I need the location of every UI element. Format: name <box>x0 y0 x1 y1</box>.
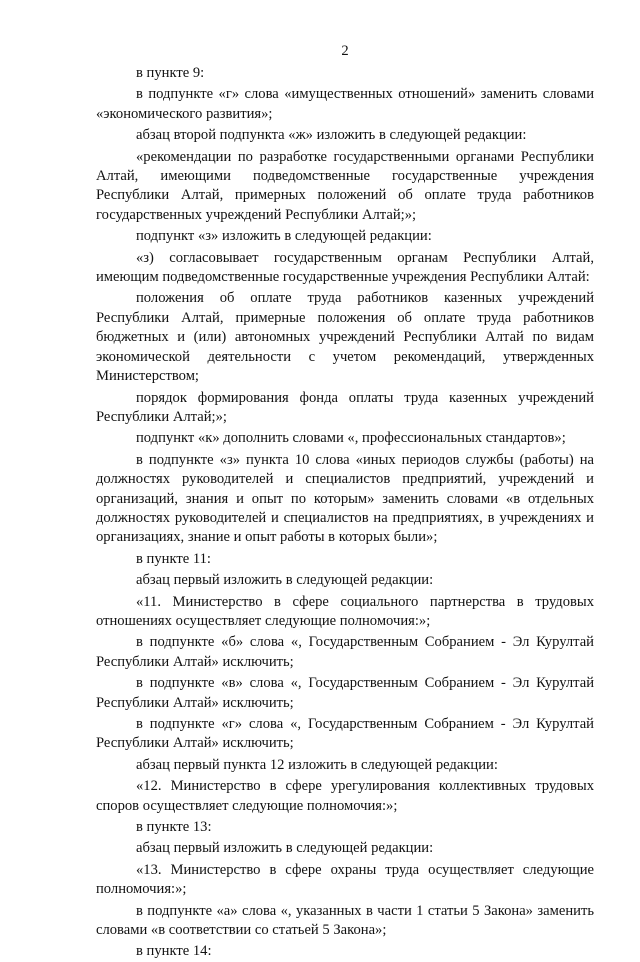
paragraph: «з) согласовывает государственным органам Республики Алтай, имеющим подведомственные государственные учреждения Республики Алтай: <box>96 249 594 286</box>
paragraph: «11. Министерство в сфере социального партнерства в трудовых отношениях осуществляет следующие полномочия:»; <box>96 593 594 629</box>
paragraph: в подпункте «в» слова «, Государственным Собранием - Эл Курултай Республики Алтай» исключить; <box>96 675 594 711</box>
paragraph: «рекомендации по разработке государственными органами Республики Алтай, имеющими подведомственные государственные учреждения Республики Алтай, примерных положений об оплате труда работников государственных учреждений Республики Алтай;»; <box>96 148 594 223</box>
paragraph: «12. Министерство в сфере урегулирования коллективных трудовых споров осуществляет следующие полномочия:»; <box>96 778 594 814</box>
paragraph: в пункте 9: <box>136 65 205 81</box>
paragraph: в подпункте «г» слова «имущественных отношений» заменить словами «экономического развития»; <box>96 86 594 122</box>
paragraph: абзац первый изложить в следующей редакции: <box>136 840 434 857</box>
paragraph: абзац второй подпункта «ж» изложить в следующей редакции: <box>136 127 527 144</box>
paragraph: в подпункте «з» пункта 10 слова «иных периодов службы (работы) на должностях руководителей и специалистов предприятий, учреждений и организаций, знания и опыт по которым» заменить словами «в отдельных должностях руководителей и специалистов на предприятиях, в учреждениях и организациях, знание и опыт работы в которых были»; <box>96 451 594 546</box>
paragraph: порядок формирования фонда оплаты труда казенных учреждений Республики Алтай;»; <box>96 389 594 425</box>
paragraph: в подпункте «а» слова «, указанных в части 1 статьи 5 Закона» заменить словами «в соответствии со статьей 5 Закона»; <box>96 902 594 939</box>
paragraph: «13. Министерство в сфере охраны труда осуществляет следующие полномочия:»; <box>96 861 594 898</box>
document-page <box>96 0 594 962</box>
paragraph: подпункт «з» изложить в следующей редакции: <box>136 228 432 245</box>
paragraph: подпункт «к» дополнить словами «, профессиональных стандартов»; <box>136 430 566 447</box>
paragraph: абзац первый пункта 12 изложить в следующей редакции: <box>136 756 498 773</box>
paragraph: в пункте 13: <box>136 819 212 836</box>
paragraph: в подпункте «г» слова «, Государственным Собранием - Эл Курултай Республики Алтай» исключить; <box>96 716 594 752</box>
paragraph: в подпункте «б» слова «, Государственным Собранием - Эл Курултай Республики Алтай» исключить; <box>96 634 594 670</box>
paragraph: положения об оплате труда работников казенных учреждений Республики Алтай, примерные положения об оплате труда работников бюджетных и (или) автономных учреждений Республики Алтай по видам экономической деятельности с учетом рекомендаций, утвержденных Министерством; <box>96 290 594 385</box>
paragraph: в пункте 11: <box>136 550 211 567</box>
paragraph: в пункте 14: <box>136 943 212 960</box>
page-number: 2 <box>341 43 349 59</box>
paragraph: абзац первый изложить в следующей редакции: <box>136 572 434 589</box>
